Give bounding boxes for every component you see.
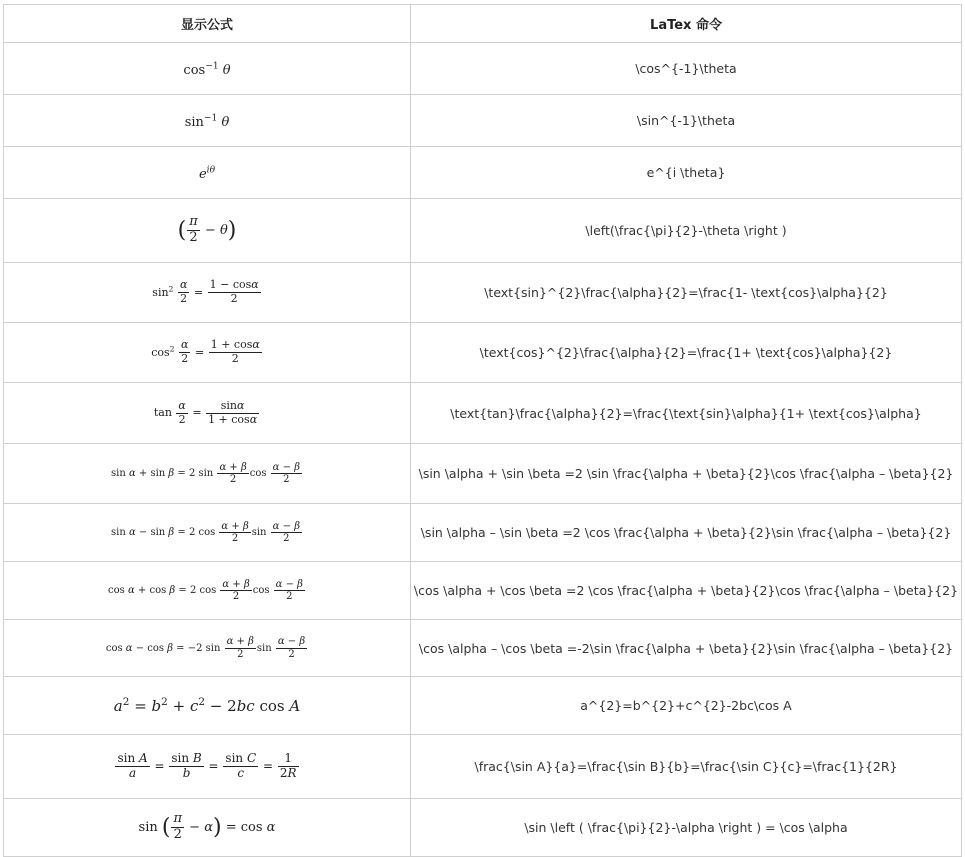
- latex-command: a^{2}=b^{2}+c^{2}-2bc\cos A: [411, 677, 962, 735]
- latex-command: \sin \left ( \frac{\pi}{2}-\alpha \right ) = \cos \alpha: [411, 799, 962, 857]
- table-row: [4, 799, 962, 857]
- table-row: [4, 199, 962, 263]
- header-latex-command: LaTex 命令: [411, 5, 962, 43]
- rendered-formula: sin α − sin β = 2 cos $\frac{\alpha + \beta}{2}$ sin $\frac{\alpha - \beta}{2}$: [4, 504, 411, 562]
- table-row: [4, 444, 962, 504]
- latex-command: \left(\frac{\pi}{2}-\theta \right ): [411, 199, 962, 263]
- latex-command: \sin^{-1}\theta: [411, 95, 962, 147]
- latex-command: \cos \alpha + \cos \beta =2 \cos \frac{\alpha + \beta}{2}\cos \frac{\alpha – \beta}{2}: [411, 562, 962, 620]
- rendered-formula: cos α − cos β = −2 sin $\frac{\alpha + \beta}{2}$ sin $\frac{\alpha - \beta}{2}$: [4, 620, 411, 677]
- latex-command: \cos \alpha – \cos \beta =-2\sin \frac{\alpha + \beta}{2}\sin \frac{\alpha – \beta}{2}: [411, 620, 962, 677]
- rendered-formula: tan $\frac{\alpha}{2}$ = $\frac{\sin\alpha}{1 + \cos\alpha}$: [4, 383, 411, 444]
- table-row: [4, 95, 962, 147]
- latex-command: e^{i \theta}: [411, 147, 962, 199]
- rendered-formula: cos α + cos β = 2 cos $\frac{\alpha + \beta}{2}$ cos $\frac{\alpha - \beta}{2}$: [4, 562, 411, 620]
- rendered-formula: sin ( $\frac{\pi}{2}$ − α) = cos α: [4, 799, 411, 857]
- header-display-formula: 显示公式: [4, 5, 411, 43]
- latex-command: \sin \alpha – \sin \beta =2 \cos \frac{\alpha + \beta}{2}\sin \frac{\alpha – \beta}{2}: [411, 504, 962, 562]
- rendered-formula: $e^{i\theta}$: [4, 147, 411, 199]
- latex-command: \text{cos}^{2}\frac{\alpha}{2}=\frac{1+ \text{cos}\alpha}{2}: [411, 323, 962, 383]
- rendered-formula: sin α + sin β = 2 sin $\frac{\alpha + \beta}{2}$ cos $\frac{\alpha - \beta}{2}$: [4, 444, 411, 504]
- table-row: [4, 323, 962, 383]
- table-row: [4, 263, 962, 323]
- table-row: [4, 562, 962, 620]
- rendered-formula: $\cos^{-1} \theta$: [4, 43, 411, 95]
- latex-command: \frac{\sin A}{a}=\frac{\sin B}{b}=\frac{\sin C}{c}=\frac{1}{2R}: [411, 735, 962, 799]
- table-row: [4, 504, 962, 562]
- header-row: [4, 5, 962, 43]
- rendered-formula: $\sin^2$ $\frac{\alpha}{2}$ = $\frac{1 - \cos\alpha}{2}$: [4, 263, 411, 323]
- table-row: [4, 383, 962, 444]
- table-row: [4, 43, 962, 95]
- rendered-formula: $\sin^{-1} \theta$: [4, 95, 411, 147]
- latex-command: \sin \alpha + \sin \beta =2 \sin \frac{\alpha + \beta}{2}\cos \frac{\alpha – \beta}{2}: [411, 444, 962, 504]
- table-row: [4, 677, 962, 735]
- rendered-formula: $a^2 = b^2 + c^2 - 2bc$ cos A: [4, 677, 411, 735]
- table-row: [4, 147, 962, 199]
- rendered-formula: $\cos^2$ $\frac{\alpha}{2}$ = $\frac{1 + \cos\alpha}{2}$: [4, 323, 411, 383]
- formula-table: [3, 4, 962, 857]
- rendered-formula: $\frac{\text{sin A}}{a}$ = $\frac{\text{sin B}}{b}$ = $\frac{\text{sin C}}{c}$ = $\frac{1}{2R}$: [4, 735, 411, 799]
- latex-command: \cos^{-1}\theta: [411, 43, 962, 95]
- latex-command: \text{sin}^{2}\frac{\alpha}{2}=\frac{1- \text{cos}\alpha}{2}: [411, 263, 962, 323]
- table-row: [4, 735, 962, 799]
- table-row: [4, 620, 962, 677]
- latex-command: \text{tan}\frac{\alpha}{2}=\frac{\text{sin}\alpha}{1+ \text{cos}\alpha}: [411, 383, 962, 444]
- rendered-formula: ( $\frac{\pi}{2}$ − θ): [4, 199, 411, 263]
